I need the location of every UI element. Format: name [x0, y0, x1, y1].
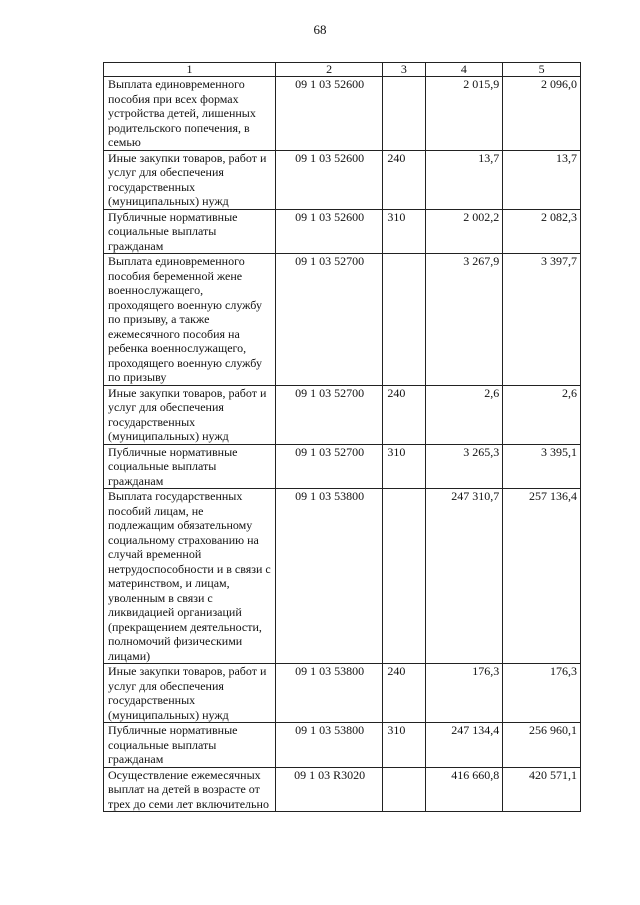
row-name: Публичные нормативные социальные выплаты гражданам — [104, 444, 276, 489]
row-name: Иные закупки товаров, работ и услуг для обеспечения государственных (муниципальных) нужд — [104, 150, 276, 209]
row-amount-year2: 2 082,3 — [503, 209, 581, 254]
row-code: 09 1 03 52700 — [275, 385, 382, 444]
table-row — [104, 209, 581, 254]
row-amount-year1: 3 265,3 — [425, 444, 503, 489]
page-number: 68 — [313, 22, 327, 37]
table-row — [104, 77, 581, 151]
row-type — [383, 77, 425, 151]
column-header-4: 4 — [425, 63, 503, 77]
row-amount-year2: 2 096,0 — [503, 77, 581, 151]
row-amount-year1: 416 660,8 — [425, 767, 503, 812]
row-amount-year1: 176,3 — [425, 664, 503, 723]
table-row — [104, 254, 581, 386]
row-amount-year1: 2,6 — [425, 385, 503, 444]
row-amount-year2: 176,3 — [503, 664, 581, 723]
row-type: 240 — [383, 150, 425, 209]
table-row — [104, 489, 581, 664]
row-name: Выплата единовременного пособия при всех формах устройства детей, лишенных родительского попечения, в семью — [104, 77, 276, 151]
column-header-2: 2 — [275, 63, 382, 77]
row-type: 310 — [383, 444, 425, 489]
row-amount-year2: 13,7 — [503, 150, 581, 209]
row-type — [383, 767, 425, 812]
row-name: Выплата государственных пособий лицам, не подлежащим обязательному социальному страхованию на случай временной нетрудоспособности и в связи с материнством, и лицам, уволенным в связи с ликвидацией организаций (прекращением деятельности, полномочий физическими лицами) — [104, 489, 276, 664]
row-name: Осуществление ежемесячных выплат на детей в возрасте от трех до семи лет включительно — [104, 767, 276, 812]
row-code: 09 1 03 R3020 — [275, 767, 382, 812]
row-type — [383, 489, 425, 664]
row-amount-year1: 247 134,4 — [425, 723, 503, 768]
row-name: Выплата единовременного пособия беременной жене военнослужащего, проходящего военную службу по призыву, а также ежемесячного пособия на ребенка военнослужащего, проходящего военную службу по призыву — [104, 254, 276, 386]
row-amount-year2: 3 395,1 — [503, 444, 581, 489]
column-header-5: 5 — [503, 63, 581, 77]
row-code: 09 1 03 53800 — [275, 723, 382, 768]
table-row — [104, 767, 581, 812]
table-row — [104, 723, 581, 768]
row-type: 240 — [383, 664, 425, 723]
row-code: 09 1 03 52600 — [275, 150, 382, 209]
table-row — [104, 444, 581, 489]
table-row — [104, 664, 581, 723]
row-name: Иные закупки товаров, работ и услуг для обеспечения государственных (муниципальных) нужд — [104, 385, 276, 444]
row-code: 09 1 03 52700 — [275, 444, 382, 489]
table-row — [104, 385, 581, 444]
row-type: 310 — [383, 209, 425, 254]
row-name: Публичные нормативные социальные выплаты гражданам — [104, 209, 276, 254]
table-header-row — [104, 63, 581, 77]
row-code: 09 1 03 53800 — [275, 489, 382, 664]
row-amount-year2: 3 397,7 — [503, 254, 581, 386]
row-code: 09 1 03 53800 — [275, 664, 382, 723]
row-amount-year2: 257 136,4 — [503, 489, 581, 664]
row-amount-year1: 3 267,9 — [425, 254, 503, 386]
row-type: 240 — [383, 385, 425, 444]
row-amount-year1: 247 310,7 — [425, 489, 503, 664]
row-amount-year2: 420 571,1 — [503, 767, 581, 812]
row-name: Публичные нормативные социальные выплаты гражданам — [104, 723, 276, 768]
row-code: 09 1 03 52600 — [275, 77, 382, 151]
row-name: Иные закупки товаров, работ и услуг для обеспечения государственных (муниципальных) нужд — [104, 664, 276, 723]
row-amount-year1: 13,7 — [425, 150, 503, 209]
row-amount-year2: 256 960,1 — [503, 723, 581, 768]
row-type — [383, 254, 425, 386]
budget-table — [103, 62, 581, 812]
row-code: 09 1 03 52600 — [275, 209, 382, 254]
column-header-3: 3 — [383, 63, 425, 77]
row-type: 310 — [383, 723, 425, 768]
row-amount-year1: 2 015,9 — [425, 77, 503, 151]
row-amount-year2: 2,6 — [503, 385, 581, 444]
row-amount-year1: 2 002,2 — [425, 209, 503, 254]
row-code: 09 1 03 52700 — [275, 254, 382, 386]
table-row — [104, 150, 581, 209]
column-header-1: 1 — [104, 63, 276, 77]
